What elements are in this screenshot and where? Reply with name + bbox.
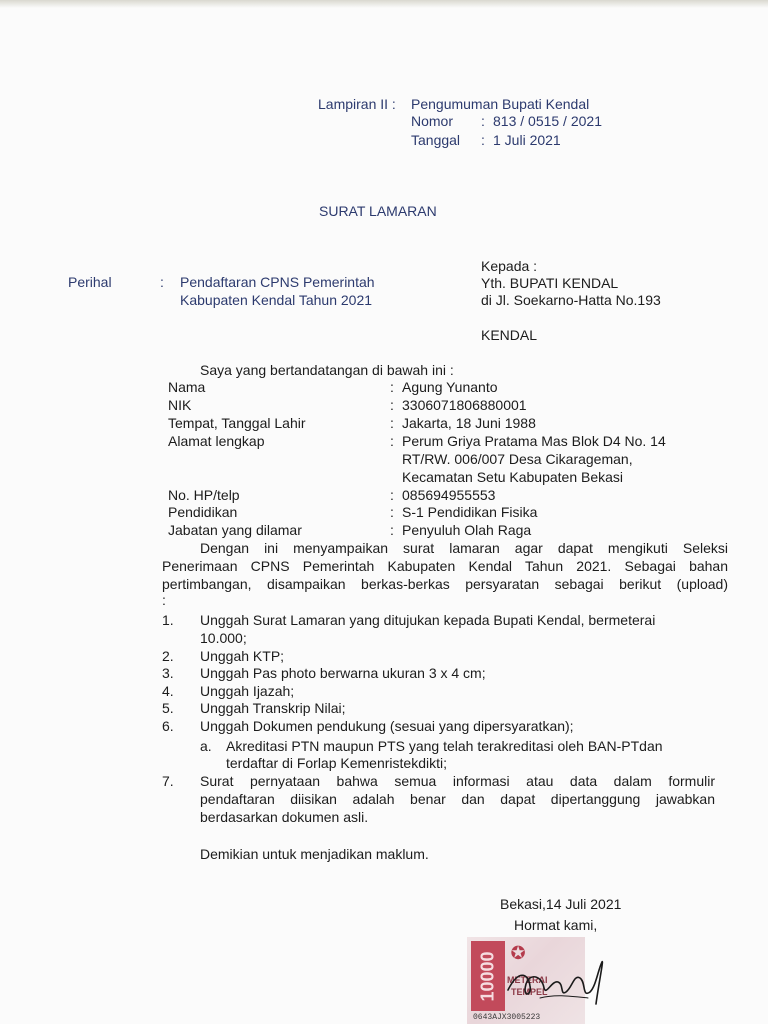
field-pendidikan-label: Pendidikan (168, 504, 238, 520)
recipient-city: KENDAL (481, 327, 538, 343)
field-alamat-value-3: Kecamatan Setu Kabupaten Bekasi (402, 469, 624, 485)
list-item-3: Unggah Pas photo berwarna ukuran 3 x 4 cm; (200, 665, 486, 681)
nomor-colon: : (481, 113, 485, 129)
list-item-4: Unggah Ijazah; (200, 683, 295, 699)
list-number-6: 6. (162, 718, 174, 734)
field-jabatan-label: Jabatan yang dilamar (168, 522, 302, 538)
list-item-7: Surat pernyataan bahwa semua informasi atau data dalam formulir (200, 773, 715, 789)
field-nik-value: 3306071806880001 (402, 397, 527, 413)
closing-text: Demikian untuk menjadikan maklum. (200, 846, 429, 862)
document-title: SURAT LAMARAN (319, 203, 437, 219)
stamp-serial: 0643AJX3005223 (473, 1013, 541, 1022)
list-number-7: 7. (162, 773, 174, 789)
nomor-label: Nomor (411, 113, 454, 129)
list-item-6: Unggah Dokumen pendukung (sesuai yang dipersyaratkan); (200, 718, 574, 734)
field-colon: : (390, 487, 394, 503)
field-alamat-value-1: Perum Griya Pratama Mas Blok D4 No. 14 (402, 433, 666, 449)
garuda-emblem-icon: ✪ (510, 943, 526, 963)
field-colon: : (390, 397, 394, 413)
field-colon: : (390, 504, 394, 520)
field-nama-value: Agung Yunanto (402, 379, 498, 395)
field-ttl-label: Tempat, Tanggal Lahir (168, 415, 306, 431)
sublist-item-a-cont: terdaftar di Forlap Kemenristekdikti; (226, 755, 447, 771)
field-colon: : (390, 379, 394, 395)
recipient-kepada: Kepada : (481, 258, 538, 274)
list-number-4: 4. (162, 683, 174, 699)
field-nik-label: NIK (168, 397, 192, 413)
signature (500, 952, 610, 1012)
sublist-item-a: Akreditasi PTN maupun PTS yang telah terakreditasi oleh BAN-PTdan (226, 738, 663, 754)
list-item-1-cont: 10.000; (200, 630, 247, 646)
field-colon: : (390, 522, 394, 538)
field-ttl-value: Jakarta, 18 Juni 1988 (402, 415, 536, 431)
recipient-address: di Jl. Soekarno-Hatta No.193 (481, 292, 661, 308)
lampiran-value: Pengumuman Bupati Kendal (411, 96, 590, 112)
stamp-text-1: METERAI (507, 975, 548, 985)
nomor-value: 813 / 0515 / 2021 (493, 113, 602, 129)
list-item-7-cont: pendaftaran diisikan adalah benar dan dapat dipertanggung jawabkan (200, 791, 715, 807)
tanggal-label: Tanggal (411, 132, 461, 148)
list-item-7-cont-2: berdasarkan dokumen asli. (200, 809, 369, 825)
perihal-colon: : (160, 274, 164, 290)
recipient-name: Yth. BUPATI KENDAL (481, 275, 619, 291)
body-line-1: Dengan ini menyampaikan surat lamaran agar dapat mengikuti Seleksi (200, 540, 728, 556)
page-edge (0, 0, 768, 8)
field-alamat-label: Alamat lengkap (168, 433, 265, 449)
perihal-label: Perihal (68, 274, 112, 290)
stamp-text-2: TEMPEL (511, 987, 548, 997)
field-jabatan-value: Penyuluh Olah Raga (402, 522, 532, 538)
list-number-3: 3. (162, 665, 174, 681)
list-item-2: Unggah KTP; (200, 648, 285, 664)
field-nama-label: Nama (168, 379, 206, 395)
body-line-4: : (162, 592, 166, 608)
field-pendidikan-value: S-1 Pendidikan Fisika (402, 504, 538, 520)
sublist-letter-a: a. (200, 738, 212, 754)
tanggal-value: 1 Juli 2021 (493, 132, 561, 148)
perihal-line-1: Pendaftaran CPNS Pemerintah (180, 274, 375, 290)
list-item-1: Unggah Surat Lamaran yang ditujukan kepada Bupati Kendal, bermeterai (200, 612, 656, 628)
list-number-2: 2. (162, 648, 174, 664)
list-number-1: 1. (162, 612, 174, 628)
field-colon: : (390, 415, 394, 431)
tanggal-colon: : (481, 132, 485, 148)
list-item-5: Unggah Transkrip Nilai; (200, 700, 346, 716)
stamp-value: 10000 (471, 941, 505, 1011)
body-line-2: Penerimaan CPNS Pemerintah Kabupaten Kendal Tahun 2021. Sebagai bahan (162, 558, 728, 574)
perihal-line-2: Kabupaten Kendal Tahun 2021 (180, 292, 373, 308)
intro-text: Saya yang bertandatangan di bawah ini : (200, 362, 454, 378)
field-colon: : (390, 433, 394, 449)
field-alamat-value-2: RT/RW. 006/007 Desa Cikarageman, (402, 451, 633, 467)
lampiran-label: Lampiran II : (318, 96, 396, 112)
place-date: Bekasi,14 Juli 2021 (500, 896, 622, 912)
list-number-5: 5. (162, 700, 174, 716)
field-hp-value: 085694955553 (402, 487, 496, 503)
regards: Hormat kami, (514, 917, 598, 933)
body-line-3: pertimbangan, disampaikan berkas-berkas persyaratan sebagai berikut (upload) (162, 576, 728, 592)
field-hp-label: No. HP/telp (168, 487, 240, 503)
